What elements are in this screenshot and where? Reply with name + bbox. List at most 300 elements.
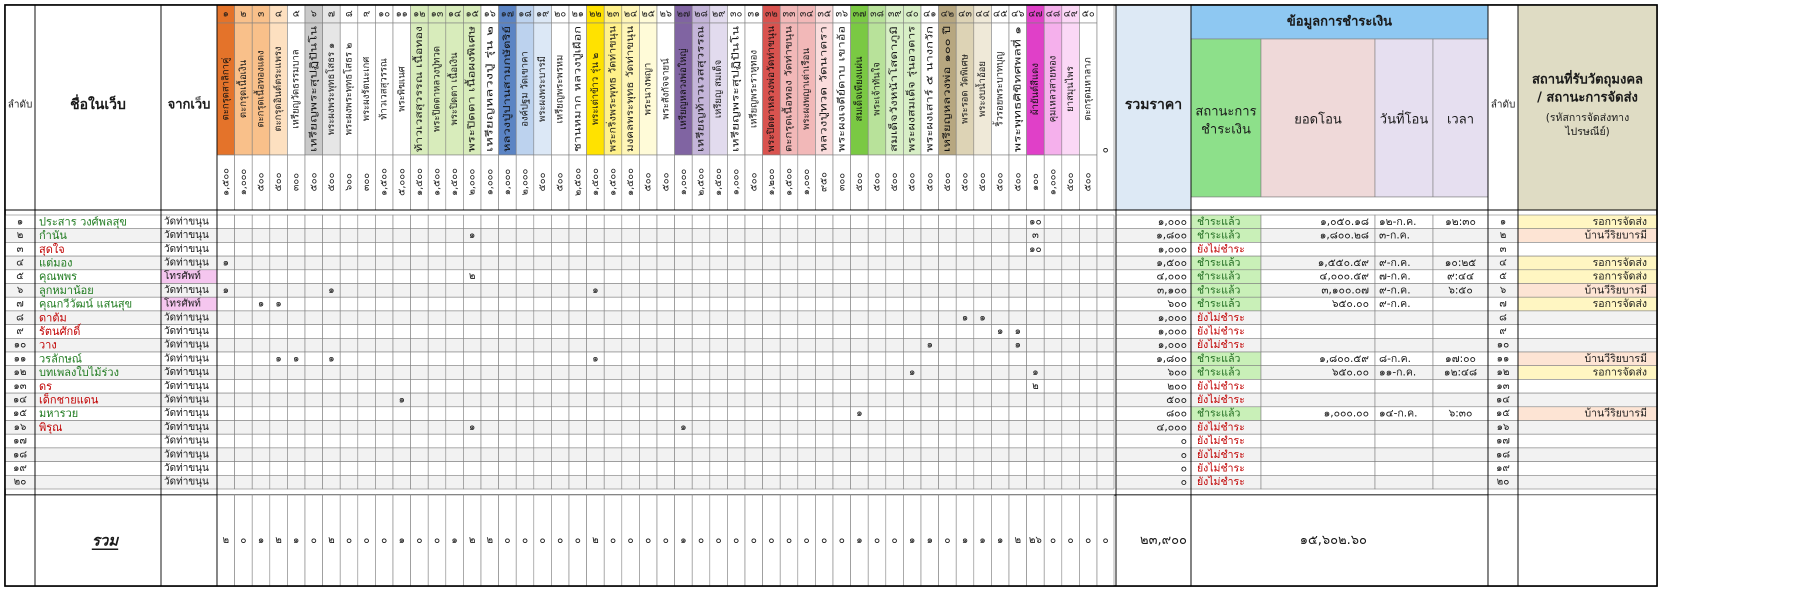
row-quantity-cell (851, 325, 869, 339)
row-quantity-cell (657, 448, 675, 462)
table-row[interactable] (5, 475, 1657, 489)
row-customer-name: ดาต้ม (39, 311, 67, 325)
row-quantity-cell (340, 379, 358, 393)
row-quantity-cell (745, 393, 763, 407)
row-quantity-cell (939, 256, 957, 270)
table-row[interactable] (5, 269, 1657, 283)
row-customer-name: ประสาร วงศ์พลสุข (39, 215, 127, 229)
row-quantity-cell (340, 462, 358, 476)
row-quantity-cell (569, 352, 587, 366)
item-name: ตะกรุดมหาลาภ (1082, 57, 1094, 121)
row-quantity-cell (868, 284, 886, 298)
row-quantity-cell (833, 229, 851, 243)
item-number: ๓๘ (870, 8, 884, 20)
item-price: ๑,๕๐๐ (589, 168, 601, 196)
item-number: ๔๔ (975, 8, 990, 20)
row-quantity-cell (692, 325, 710, 339)
row-quantity-cell (868, 256, 886, 270)
row-quantity-cell (446, 311, 464, 325)
row-quantity-cell (587, 421, 605, 435)
row-quantity-cell (657, 338, 675, 352)
row-order-number: ๒๐ (1496, 476, 1510, 488)
row-quantity-cell (639, 256, 657, 270)
row-quantity-cell (375, 421, 393, 435)
row-quantity-cell (956, 407, 974, 421)
item-number: ๓๗ (852, 8, 867, 20)
table-row[interactable] (5, 283, 1657, 297)
row-quantity-cell (252, 407, 270, 421)
row-quantity-cell (481, 379, 499, 393)
row-quantity-cell (411, 284, 429, 298)
item-name: พระผงพระบารมี (537, 56, 549, 122)
row-extra-cell (1097, 229, 1114, 243)
row-quantity-cell (639, 462, 657, 476)
row-quantity-cell (551, 270, 569, 284)
row-quantity-cell (622, 421, 640, 435)
item-name: พระปิดตาหลวงปู่ทวด (431, 45, 443, 133)
row-quantity-cell (446, 475, 464, 489)
table-row[interactable] (5, 434, 1657, 448)
row-quantity-cell (727, 366, 745, 380)
row-quantity-cell (481, 421, 499, 435)
row-quantity-cell (991, 338, 1009, 352)
row-quantity-cell (745, 284, 763, 298)
row-source: วัดท่าขนุน (164, 394, 209, 406)
item-column-header (428, 5, 446, 210)
row-quantity-cell (287, 215, 305, 229)
item-name: ตะกรุดเนื้อเงิน (237, 59, 249, 119)
row-quantity-cell (604, 407, 622, 421)
row-quantity-cell (1009, 366, 1027, 380)
row-quantity-cell (481, 462, 499, 476)
row-quantity-cell (604, 338, 622, 352)
totals-order-cell (1488, 495, 1518, 586)
row-quantity-cell (551, 462, 569, 476)
row-quantity-cell (305, 311, 323, 325)
row-pickup-cell (1518, 379, 1657, 393)
item-number: ๓๖ (835, 8, 849, 20)
item-price: ๕๐๐ (941, 172, 953, 192)
row-quantity-cell (235, 256, 253, 270)
row-quantity-cell (991, 448, 1009, 462)
row-transfer-amount: ๑,๘๐๐.๕๙ (1319, 352, 1369, 365)
row-quantity-cell (481, 297, 499, 311)
row-quantity-cell (1044, 421, 1062, 435)
item-column-header (622, 5, 640, 210)
totals-total-price: ๒๓,๙๐๐ (1140, 533, 1187, 548)
row-quantity-cell (428, 366, 446, 380)
row-time-cell (1433, 325, 1488, 339)
row-pickup-status: รอการจัดส่ง (1592, 270, 1647, 283)
row-quantity-cell (499, 284, 517, 298)
row-transfer-date: ๑๔-ก.ค. (1379, 407, 1418, 420)
item-price: ๓๐๐ (361, 172, 373, 192)
row-quantity-cell (710, 242, 728, 256)
row-quantity-cell (886, 229, 904, 243)
row-quantity-cell (903, 229, 921, 243)
row-pickup-cell (1518, 393, 1657, 407)
row-quantity-cell (323, 366, 341, 380)
row-quantity-cell (252, 338, 270, 352)
row-quantity-cell (692, 475, 710, 489)
row-quantity-cell (763, 352, 781, 366)
row-quantity-cell (1027, 270, 1045, 284)
row-quantity-cell (763, 379, 781, 393)
table-row[interactable] (5, 297, 1657, 311)
row-quantity-cell (903, 434, 921, 448)
row-quantity-cell (727, 311, 745, 325)
row-quantity-cell (1062, 242, 1080, 256)
row-quantity-cell (428, 338, 446, 352)
row-quantity-cell (692, 434, 710, 448)
row-quantity-cell (604, 352, 622, 366)
row-quantity-cell (375, 407, 393, 421)
row-quantity-cell (481, 393, 499, 407)
row-quantity-cell (939, 338, 957, 352)
row-quantity-cell (745, 421, 763, 435)
row-quantity-cell (287, 270, 305, 284)
item-name: พระพุทธศิขิทศพลที่ ๑ (1012, 64, 1024, 153)
row-quantity-cell (463, 242, 481, 256)
row-quantity-cell (375, 215, 393, 229)
row-quantity-cell (446, 448, 464, 462)
item-column-header (710, 5, 728, 210)
web-name-header: ชื่อในเว็บ (70, 97, 126, 113)
row-quantity-cell (1009, 311, 1027, 325)
totals-quantity: ๑ (680, 535, 687, 546)
row-pickup-status: รอการจัดส่ง (1592, 366, 1647, 379)
row-quantity-cell (763, 242, 781, 256)
row-quantity-cell (270, 366, 288, 380)
row-quantity-cell (481, 475, 499, 489)
row-pickup-cell (1518, 242, 1657, 256)
row-quantity-cell (235, 284, 253, 298)
row-transfer-amount: ๓,๑๐๐.๐๗ (1321, 284, 1369, 297)
row-quantity-cell (1079, 270, 1097, 284)
row-quantity-cell (727, 393, 745, 407)
row-quantity-cell (974, 242, 992, 256)
item-price: ๕๐๐ (1082, 172, 1094, 192)
row-quantity-cell (1009, 434, 1027, 448)
table-row[interactable] (5, 311, 1657, 325)
row-quantity: ๑ (257, 298, 265, 310)
row-quantity-cell (358, 229, 376, 243)
row-quantity-cell (1062, 284, 1080, 298)
row-quantity-cell (956, 421, 974, 435)
item-number: ๓๕ (817, 8, 832, 20)
row-quantity-cell (939, 242, 957, 256)
row-amount-cell (1261, 338, 1375, 352)
item-name: ชานหมาก หลวงปู่เผือก (572, 58, 584, 152)
totals-quantity: ๐ (873, 535, 881, 546)
row-quantity-cell (974, 256, 992, 270)
row-quantity-cell (393, 270, 411, 284)
row-quantity-cell (252, 448, 270, 462)
row-quantity-cell (780, 215, 798, 229)
row-quantity-cell (235, 338, 253, 352)
row-quantity-cell (428, 393, 446, 407)
row-quantity-cell (939, 462, 957, 476)
item-price: ๑,๕๐๐ (431, 168, 443, 196)
item-price: ๕๐๐ (977, 172, 989, 192)
table-row[interactable] (5, 407, 1657, 421)
item-column-header (252, 5, 270, 210)
item-column-header (287, 5, 305, 210)
row-quantity-cell (851, 462, 869, 476)
item-name: เหรียญ สมเด็จ (713, 59, 725, 119)
item-column-header (745, 5, 763, 210)
row-quantity-cell (481, 284, 499, 298)
row-name-cell (35, 434, 161, 448)
table-row[interactable] (5, 379, 1657, 393)
row-quantity-cell (745, 379, 763, 393)
row-quantity-cell (675, 379, 693, 393)
item-number: ๔๓ (958, 8, 972, 20)
row-quantity-cell (798, 407, 816, 421)
row-quantity-cell (903, 393, 921, 407)
row-quantity-cell (639, 366, 657, 380)
row-quantity-cell (903, 462, 921, 476)
row-quantity-cell (939, 325, 957, 339)
row-quantity-cell (675, 475, 693, 489)
row-quantity-cell (1027, 407, 1045, 421)
row-quantity-cell (780, 421, 798, 435)
row-quantity-cell (833, 407, 851, 421)
row-quantity-cell (534, 338, 552, 352)
item-number: ๒๗ (676, 8, 691, 20)
row-order-number: ๑๔ (1496, 394, 1510, 406)
row-number: ๙ (16, 325, 24, 337)
row-quantity-cell (780, 325, 798, 339)
row-quantity-cell (551, 325, 569, 339)
row-quantity-cell (868, 421, 886, 435)
item-column-header (1062, 5, 1080, 210)
row-quantity-cell (252, 215, 270, 229)
row-quantity-cell (710, 338, 728, 352)
row-quantity-cell (1027, 434, 1045, 448)
row-quantity-cell (358, 352, 376, 366)
row-quantity-cell (569, 325, 587, 339)
row-quantity-cell (270, 475, 288, 489)
row-quantity-cell (481, 366, 499, 380)
row-quantity-cell (551, 284, 569, 298)
table-row[interactable] (5, 448, 1657, 462)
row-quantity-cell (499, 434, 517, 448)
pickup-header-line2: / สถานะการจัดส่ง (1537, 90, 1638, 106)
row-source: วัดท่าขนุน (164, 462, 209, 474)
row-quantity-cell (287, 393, 305, 407)
row-quantity-cell (604, 215, 622, 229)
totals-transfer-amount: ๑๕,๖๐๒.๖๐ (1299, 533, 1367, 548)
row-quantity-cell (1044, 338, 1062, 352)
item-column-header (235, 5, 253, 210)
row-quantity-cell (622, 366, 640, 380)
row-order-number: ๑๘ (1495, 449, 1511, 461)
row-quantity-cell (252, 242, 270, 256)
item-column-header (516, 5, 534, 210)
row-source: วัดท่าขนุน (164, 325, 209, 337)
row-quantity-cell (921, 284, 939, 298)
row-quantity-cell (270, 448, 288, 462)
row-quantity-cell (675, 434, 693, 448)
row-quantity-cell (499, 352, 517, 366)
table-row[interactable] (5, 338, 1657, 352)
table-row[interactable] (5, 215, 1657, 229)
row-quantity-cell (534, 270, 552, 284)
row-quantity-cell (1062, 229, 1080, 243)
item-price: ๕๐๐ (308, 172, 320, 192)
row-quantity-cell (622, 352, 640, 366)
row-quantity-cell (1044, 229, 1062, 243)
row-quantity-cell (886, 352, 904, 366)
row-quantity-cell (886, 379, 904, 393)
row-quantity-cell (516, 229, 534, 243)
row-quantity-cell (657, 421, 675, 435)
row-quantity-cell (587, 475, 605, 489)
row-extra-cell (1097, 407, 1114, 421)
row-quantity: ๑ (222, 284, 229, 296)
row-quantity-cell (622, 338, 640, 352)
row-quantity-cell (639, 407, 657, 421)
table-row[interactable] (5, 242, 1657, 256)
row-quantity-cell (868, 352, 886, 366)
row-order-number: ๗ (1499, 298, 1507, 310)
row-quantity-cell (639, 475, 657, 489)
row-quantity-cell (340, 297, 358, 311)
row-quantity-cell (780, 242, 798, 256)
row-extra-cell (1097, 256, 1114, 270)
row-quantity-cell (675, 352, 693, 366)
row-quantity-cell (1062, 325, 1080, 339)
row-quantity-cell (375, 242, 393, 256)
row-quantity-cell (393, 407, 411, 421)
row-quantity-cell (340, 338, 358, 352)
table-row[interactable] (5, 352, 1657, 366)
item-name: เหรียญพระราหูทอง (748, 49, 760, 129)
row-quantity-cell (217, 270, 235, 284)
row-quantity-cell (217, 338, 235, 352)
row-quantity-cell (692, 448, 710, 462)
row-quantity-cell (534, 297, 552, 311)
row-quantity-cell (340, 448, 358, 462)
row-quantity-cell (798, 297, 816, 311)
row-quantity-cell (868, 229, 886, 243)
row-quantity-cell (463, 338, 481, 352)
row-quantity-cell (270, 379, 288, 393)
row-quantity-cell (1027, 311, 1045, 325)
item-number: ๘ (345, 8, 353, 20)
row-quantity-cell (991, 256, 1009, 270)
row-quantity-cell (252, 284, 270, 298)
row-quantity-cell (763, 229, 781, 243)
totals-quantity: ๐ (697, 535, 705, 546)
row-quantity-cell (622, 229, 640, 243)
row-quantity-cell (763, 475, 781, 489)
row-quantity-cell (991, 407, 1009, 421)
row-quantity-cell (217, 462, 235, 476)
row-quantity-cell (1079, 393, 1097, 407)
row-date-cell (1375, 393, 1433, 407)
item-price: ๕๐๐ (1012, 172, 1024, 192)
row-quantity-cell (516, 338, 534, 352)
row-quantity-cell (956, 366, 974, 380)
table-row[interactable] (5, 392, 1657, 406)
row-quantity-cell (692, 352, 710, 366)
row-payment-status: ยังไม่ชำระ (1197, 393, 1245, 406)
row-quantity-cell (851, 338, 869, 352)
table-row[interactable] (5, 229, 1657, 243)
item-price: ๑,๕๐๐ (783, 168, 795, 196)
row-quantity-cell (1062, 352, 1080, 366)
row-payment-status: ยังไม่ชำระ (1197, 311, 1245, 324)
row-quantity: ๑ (592, 284, 599, 296)
row-transfer-date: ๙-ก.ค. (1379, 284, 1411, 297)
table-row[interactable] (5, 256, 1657, 270)
row-order-number: ๑ (1499, 216, 1507, 228)
row-quantity-cell (886, 325, 904, 339)
row-payment-status: ยังไม่ชำระ (1197, 243, 1245, 256)
row-quantity-cell (393, 448, 411, 462)
row-quantity-cell (358, 475, 376, 489)
item-column-header (1044, 5, 1062, 210)
row-payment-status: ยังไม่ชำระ (1197, 339, 1245, 352)
row-quantity-cell (1062, 475, 1080, 489)
item-number: ๒๐ (554, 8, 567, 20)
row-quantity-cell (815, 229, 833, 243)
row-quantity-cell (375, 366, 393, 380)
table-row[interactable] (5, 323, 1657, 338)
row-quantity-cell (833, 352, 851, 366)
row-quantity-cell (763, 338, 781, 352)
row-quantity-cell (1027, 393, 1045, 407)
row-quantity-cell (551, 407, 569, 421)
table-row[interactable] (5, 461, 1657, 475)
row-quantity-cell (446, 325, 464, 339)
row-quantity-cell (569, 393, 587, 407)
row-customer-name: เด็กชายแดน (39, 393, 99, 407)
row-quantity-cell (252, 393, 270, 407)
row-quantity-cell (252, 352, 270, 366)
table-row[interactable] (5, 366, 1657, 380)
item-name: ยาสมุนไพร (1065, 66, 1077, 112)
row-date-cell (1375, 421, 1433, 435)
row-quantity-cell (991, 462, 1009, 476)
row-quantity-cell (516, 242, 534, 256)
row-quantity-cell (798, 352, 816, 366)
row-quantity-cell (939, 352, 957, 366)
row-quantity-cell (622, 215, 640, 229)
row-customer-name: คุณกวีวัฒน์ แสนสุข (39, 297, 133, 311)
row-quantity-cell (340, 407, 358, 421)
row-quantity-cell (833, 393, 851, 407)
row-quantity-cell (375, 338, 393, 352)
row-quantity-cell (939, 421, 957, 435)
row-quantity-cell (428, 242, 446, 256)
row-extra-cell (1097, 325, 1114, 339)
row-quantity-cell (481, 338, 499, 352)
row-quantity-cell (868, 325, 886, 339)
row-customer-name: วรลักษณ์ (39, 352, 82, 366)
row-number: ๑๘ (12, 449, 28, 461)
totals-quantity: ๐ (345, 535, 353, 546)
row-quantity: ๑๐ (1029, 243, 1042, 255)
table-row[interactable] (5, 420, 1657, 434)
row-quantity-cell (903, 242, 921, 256)
row-quantity-cell (1027, 284, 1045, 298)
row-quantity-cell (340, 256, 358, 270)
row-quantity-cell (411, 475, 429, 489)
row-quantity-cell (974, 284, 992, 298)
